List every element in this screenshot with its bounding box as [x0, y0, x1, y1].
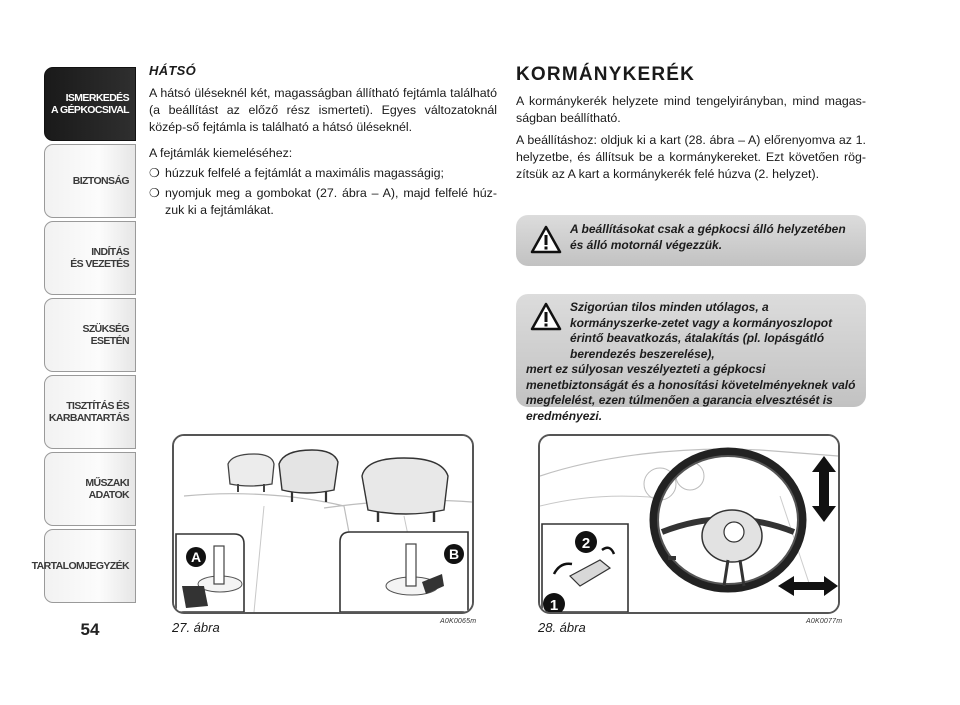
steering-wheel-section: [516, 66, 866, 192]
bullet-item: [149, 185, 497, 219]
warning-text-2-first: Szigorúan tilos minden utólagos, a kormányszerke-zetet vagy a kormányoszlopot érintő beavatkozás, átalakítás (pl. lopásgátló berendezés beszerelése),: [570, 300, 833, 361]
tab-muszaki[interactable]: MŰSZAKI ADATOK: [44, 452, 136, 526]
removal-intro: A fejtámlák kiemeléséhez:: [149, 146, 293, 160]
warning-text-1: A beállításokat csak a gépkocsi álló helyzetében és álló motornál végezzük.: [570, 222, 846, 252]
headrest-illustration: [174, 436, 472, 612]
warning-triangle-icon: [530, 302, 562, 331]
rear-headrest-section: [149, 62, 497, 222]
warning-box-1: [516, 215, 866, 266]
bullet-item: [149, 165, 497, 182]
figure-27-headrests: [172, 434, 474, 614]
tab-ismerkedes[interactable]: ISMERKEDÉS A GÉPKOCSIVAL: [44, 67, 136, 141]
bullet-mark: ❍: [149, 166, 160, 180]
tab-szukseg[interactable]: SZÜKSÉG ESETÉN: [44, 298, 136, 372]
label-1: 1: [549, 597, 559, 612]
intro-paragraph: A hátsó üléseknél két, magasságban állítható fejtámla található (a beállítást az előző rész ismerteti). Egyes változatoknál közép-ső fejtámla is található a hátsó üléseknél.: [149, 86, 497, 134]
section-heading: KORMÁNYKERÉK: [516, 64, 696, 85]
tab-inditas[interactable]: INDÍTÁS ÉS VEZETÉS: [44, 221, 136, 295]
figure-28-steering-wheel: [538, 434, 840, 614]
steering-paragraph-1: A kormánykerék helyzete mind tengelyirányban, mind magas-ságban beállítható.: [516, 94, 866, 125]
section-subheading: HÁTSÓ: [149, 63, 196, 78]
warning-triangle-icon: [530, 225, 562, 254]
label-b-marker: [444, 544, 464, 564]
label-a-marker: [186, 547, 206, 567]
warning-box-2: [516, 294, 866, 423]
steering-paragraph-2: A beállításhoz: oldjuk ki a kart (28. ábra – A) előrenyomva az 1. helyzetbe, és állítsuk be a kormánykereket. Ezt követően rög-zítsük az A kart a kormánykerék felé húzva (2. helyzet).: [516, 133, 866, 181]
label-2-marker: [575, 531, 597, 553]
label-a: A: [190, 549, 202, 565]
tab-tisztitas[interactable]: TISZTÍTÁS ÉS KARBANTARTÁS: [44, 375, 136, 449]
label-b: B: [448, 546, 460, 562]
label-2: 2: [581, 535, 591, 552]
steering-wheel-illustration: [540, 436, 838, 612]
tab-biztonsag[interactable]: BIZTONSÁG: [44, 144, 136, 218]
bullet-text: nyomjuk meg a gombokat (27. ábra – A), majd felfelé húz-zuk ki a fejtámlákat.: [165, 186, 497, 217]
bullet-text: húzzuk felfelé a fejtámlát a maximális magasságig;: [165, 166, 444, 180]
figure-28-caption: 28. ábra: [538, 620, 586, 635]
figure-27-caption: 27. ábra: [172, 620, 220, 635]
tab-tartalom[interactable]: TARTALOMJEGYZÉK: [44, 529, 136, 603]
warning-text-2-rest: mert ez súlyosan veszélyezteti a gépkocsi menetbiztonságát és a honosítási követelményeknek való megfelelést, ezen túlmenően a garancia elvesztését is eredményezi.: [526, 362, 856, 423]
page-number: 54: [80, 620, 100, 639]
figure-28-code: A0K0077m: [806, 618, 843, 625]
figure-27-code: A0K0065m: [440, 618, 477, 625]
bullet-mark: ❍: [149, 186, 160, 200]
